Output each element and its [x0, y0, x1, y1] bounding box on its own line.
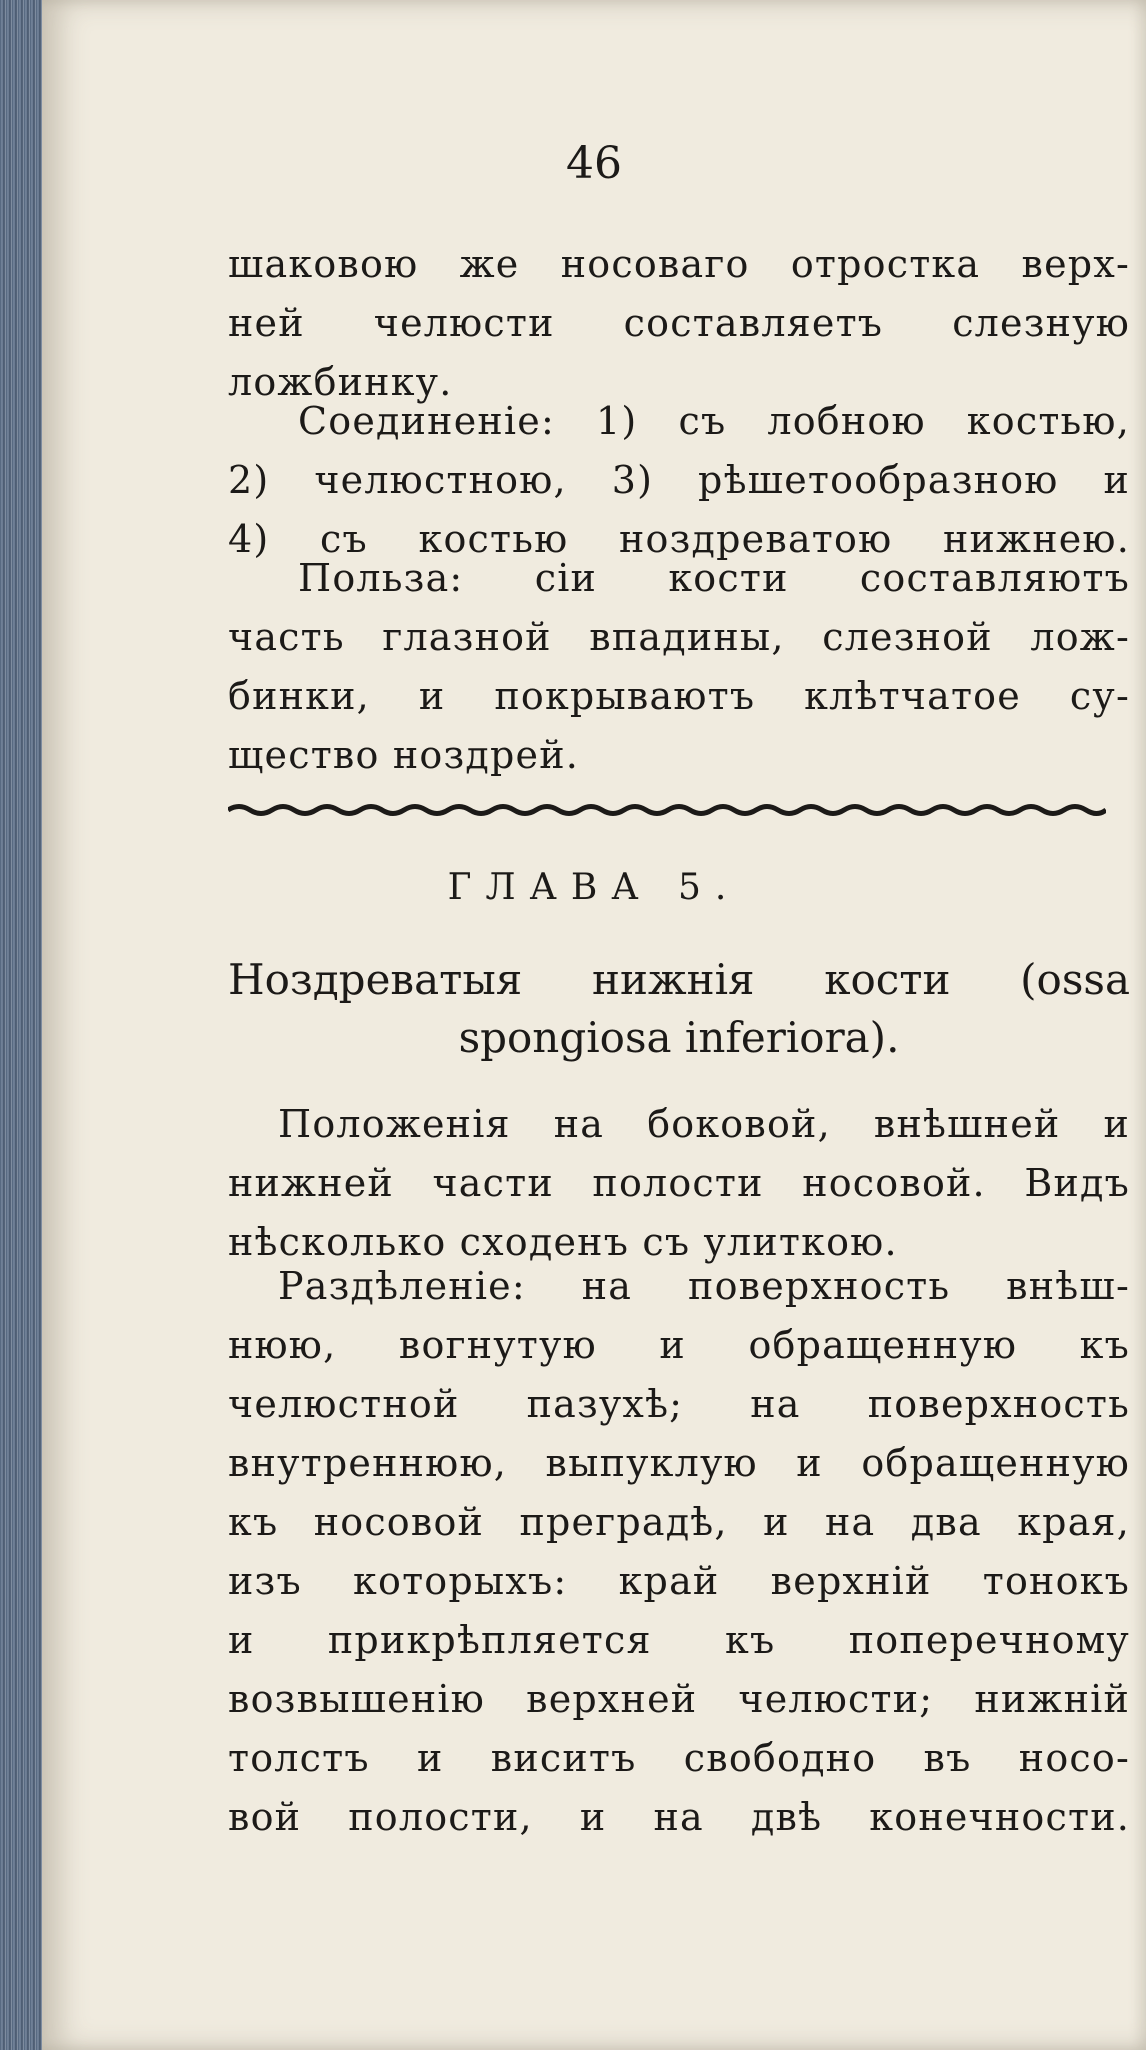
- page-number: 46: [566, 138, 622, 189]
- text-line: внутреннюю, выпуклую и обращенную: [228, 1441, 1130, 1485]
- paragraph-purpose: [228, 549, 1130, 785]
- section-title-line: spongiosa inferiora).: [458, 1013, 900, 1062]
- paragraph-position: [228, 1095, 1130, 1272]
- text-line: челюстной пазухѣ; на поверхность: [228, 1382, 1130, 1426]
- text-line: нѣсколько сходенъ съ улиткою.: [228, 1220, 898, 1264]
- text-line: нижней части полости носовой. Видъ: [228, 1161, 1130, 1205]
- text-line: 2) челюстною, 3) рѣшетообразною и: [228, 458, 1130, 502]
- section-title-line: Ноздреватыя нижнiя кости (ossa: [228, 955, 1130, 1004]
- paragraph-division: [228, 1257, 1130, 1847]
- text-line: Польза: сiи кости составляютъ: [298, 556, 1130, 600]
- text-line: Положенiя на боковой, внѣшней и: [278, 1102, 1130, 1146]
- section-title: [228, 951, 1130, 1067]
- text-line: возвышенiю верхней челюсти; нижнiй: [228, 1677, 1130, 1721]
- text-line: бинки, и покрываютъ клѣтчатое су-: [228, 674, 1130, 718]
- paragraph-connections: [228, 392, 1130, 569]
- text-line: часть глазной впадины, слезной лож-: [228, 615, 1130, 659]
- text-line: щество ноздрей.: [228, 733, 580, 777]
- text-line: изъ которыхъ: край верхнiй тонокъ: [228, 1559, 1130, 1603]
- ornamental-divider: [228, 803, 1106, 817]
- text-line: вой полости, и на двѣ конечности.: [228, 1795, 1130, 1839]
- text-line: Раздѣленiе: на поверхность внѣш-: [278, 1264, 1130, 1308]
- text-line: ложбинку.: [228, 360, 453, 404]
- text-line: нюю, вогнутую и обращенную къ: [228, 1323, 1130, 1367]
- book-page: [42, 0, 1146, 2050]
- text-line: и прикрѣпляется къ поперечному: [228, 1618, 1130, 1662]
- text-line: 4) съ костью ноздреватою нижнею.: [228, 517, 1130, 561]
- chapter-heading: ГЛАВА 5.: [447, 867, 741, 908]
- paragraph-continuation: [228, 235, 1130, 412]
- text-line: шаковою же носоваго отростка верх-: [228, 242, 1130, 286]
- text-line: къ носовой преградѣ, и на два края,: [228, 1500, 1130, 1544]
- text-line: ней челюсти составляетъ слезную: [228, 301, 1130, 345]
- text-line: толстъ и виситъ свободно въ носо-: [228, 1736, 1130, 1780]
- book-page-edge: [0, 0, 42, 2050]
- text-line: Соединенiе: 1) съ лобною костью,: [298, 399, 1130, 443]
